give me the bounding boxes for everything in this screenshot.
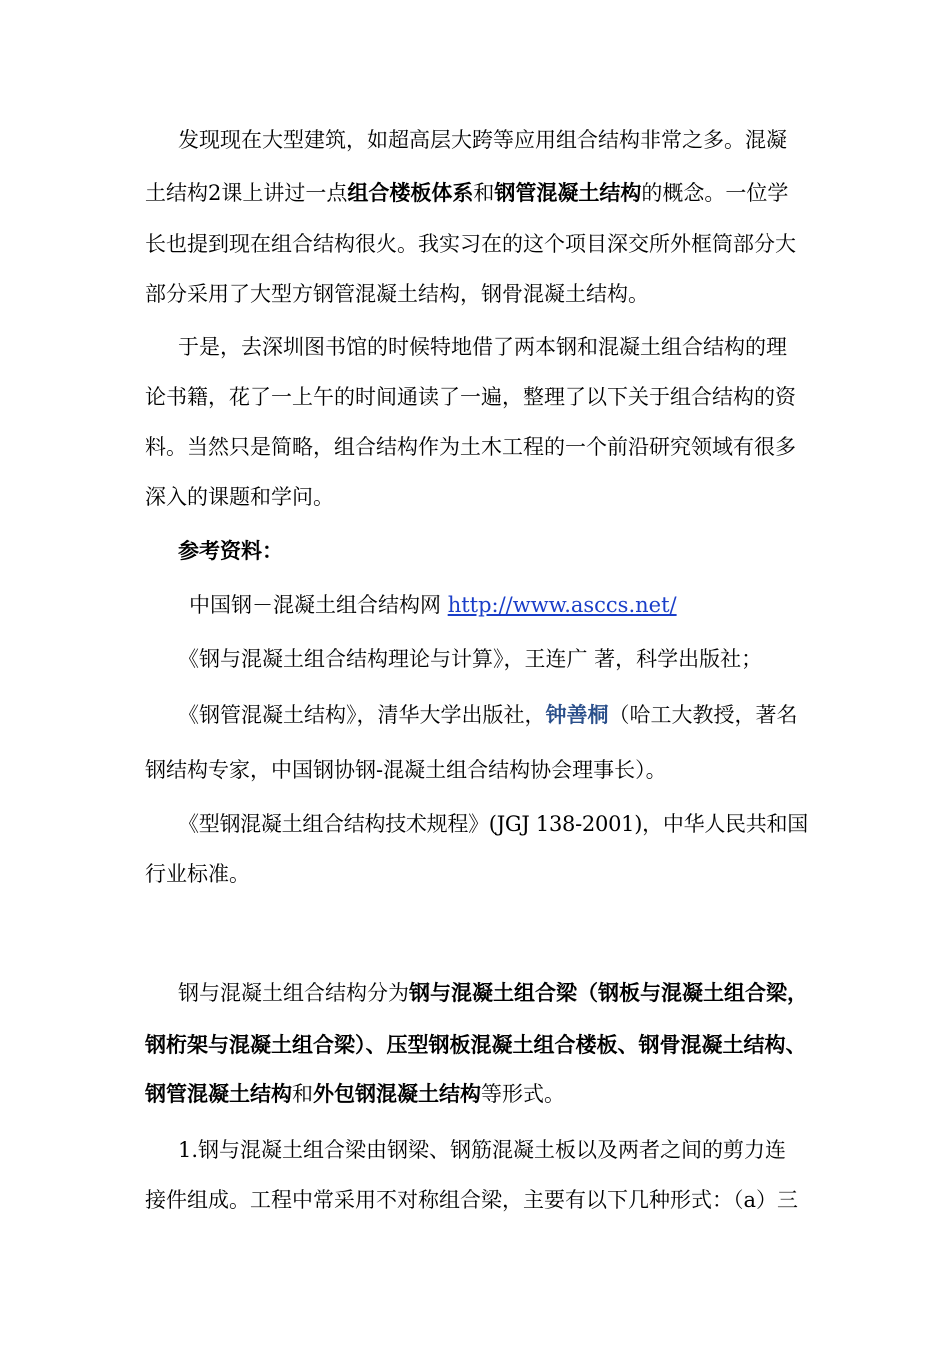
text-run: 的概念。一位学 [641, 181, 789, 205]
paragraph-3-line-2 [145, 1031, 950, 1059]
paragraph-2-line-4 [145, 483, 950, 511]
text-run: 钢与混凝土组合结构分为 [178, 981, 409, 1005]
paragraph-2-line-3 [145, 433, 950, 461]
paragraph-1-line-1 [178, 126, 808, 154]
reference-4-line-1 [178, 810, 950, 838]
text-run: 《钢管混凝土结构》，清华大学出版社， [178, 703, 546, 727]
paragraph-1-line-4 [145, 280, 950, 308]
paragraph-2-line-1 [178, 333, 950, 361]
text-run: 部分采用了大型方钢管混凝土结构，钢骨混凝土结构。 [145, 282, 649, 306]
reference-4-line-2 [145, 860, 950, 888]
reference-3-line-2 [145, 756, 950, 784]
paragraph-4-line-2 [145, 1186, 950, 1214]
text-run: 中国钢－混凝土组合结构网 [189, 593, 448, 617]
text-run: 料。当然只是简略，组合结构作为土木工程的一个前沿研究领域有很多 [145, 435, 796, 459]
paragraph-4-line-1 [178, 1136, 950, 1164]
text-run: 于是，去深圳图书馆的时候特地借了两本钢和混凝土组合结构的理 [178, 335, 787, 359]
reference-1 [189, 591, 950, 619]
text-run: 《钢与混凝土组合结构理论与计算》，王连广 著，科学出版社； [178, 647, 763, 671]
bold-term-cfst: 钢管混凝土结构 [494, 180, 642, 205]
author-name-link[interactable]: 钟善桐 [545, 702, 609, 727]
paragraph-3-line-3 [145, 1080, 950, 1108]
text-run: 《型钢混凝土组合结构技术规程》(JGJ 138-2001)，中华人民共和国 [178, 812, 808, 836]
bold-term-composite-beam: 钢与混凝土组合梁（钢板与混凝土组合梁， [409, 980, 808, 1005]
text-run: 钢结构专家，中国钢协钢-混凝土组合结构协会理事长）。 [145, 758, 667, 782]
references-heading [178, 537, 950, 565]
paragraph-2-line-2 [145, 383, 950, 411]
bold-term-list: 钢桁架与混凝土组合梁）、压型钢板混凝土组合楼板、钢骨混凝土结构、 [145, 1032, 807, 1057]
paragraph-1-line-3 [145, 230, 950, 258]
text-run: 1.钢与混凝土组合梁由钢梁、钢筋混凝土板以及两者之间的剪力连 [178, 1138, 787, 1162]
text-run: 论书籍，花了一上午的时间通读了一遍，整理了以下关于组合结构的资 [145, 385, 796, 409]
reference-2 [178, 645, 950, 673]
paragraph-1-line-2 [145, 179, 950, 207]
text-run: 和 [292, 1082, 313, 1106]
text-run: 等形式。 [481, 1082, 565, 1106]
text-run: 土结构2课上讲过一点 [145, 181, 348, 205]
text-run: （哈工大教授，著名 [608, 703, 798, 727]
text-run: 行业标准。 [145, 862, 250, 886]
bold-term-cfst: 钢管混凝土结构 [145, 1081, 292, 1106]
text-run: 深入的课题和学问。 [145, 485, 334, 509]
paragraph-3-line-1 [178, 979, 950, 1007]
text-run: 长也提到现在组合结构很火。我实习在的这个项目深交所外框筒部分大 [145, 232, 796, 256]
text-run: 发现现在大型建筑，如超高层大跨等应用组合结构非常之多。混凝 [178, 128, 787, 152]
asccs-link[interactable]: http://www.asccs.net/ [447, 593, 677, 617]
bold-term-encased-steel: 外包钢混凝土结构 [313, 1081, 481, 1106]
text-run: 接件组成。工程中常采用不对称组合梁，主要有以下几种形式：（a）三 [145, 1188, 799, 1212]
bold-term-composite-floor: 组合楼板体系 [347, 180, 474, 205]
heading-text: 参考资料： [178, 538, 283, 563]
reference-3-line-1 [178, 701, 950, 729]
text-run: 和 [473, 181, 495, 205]
